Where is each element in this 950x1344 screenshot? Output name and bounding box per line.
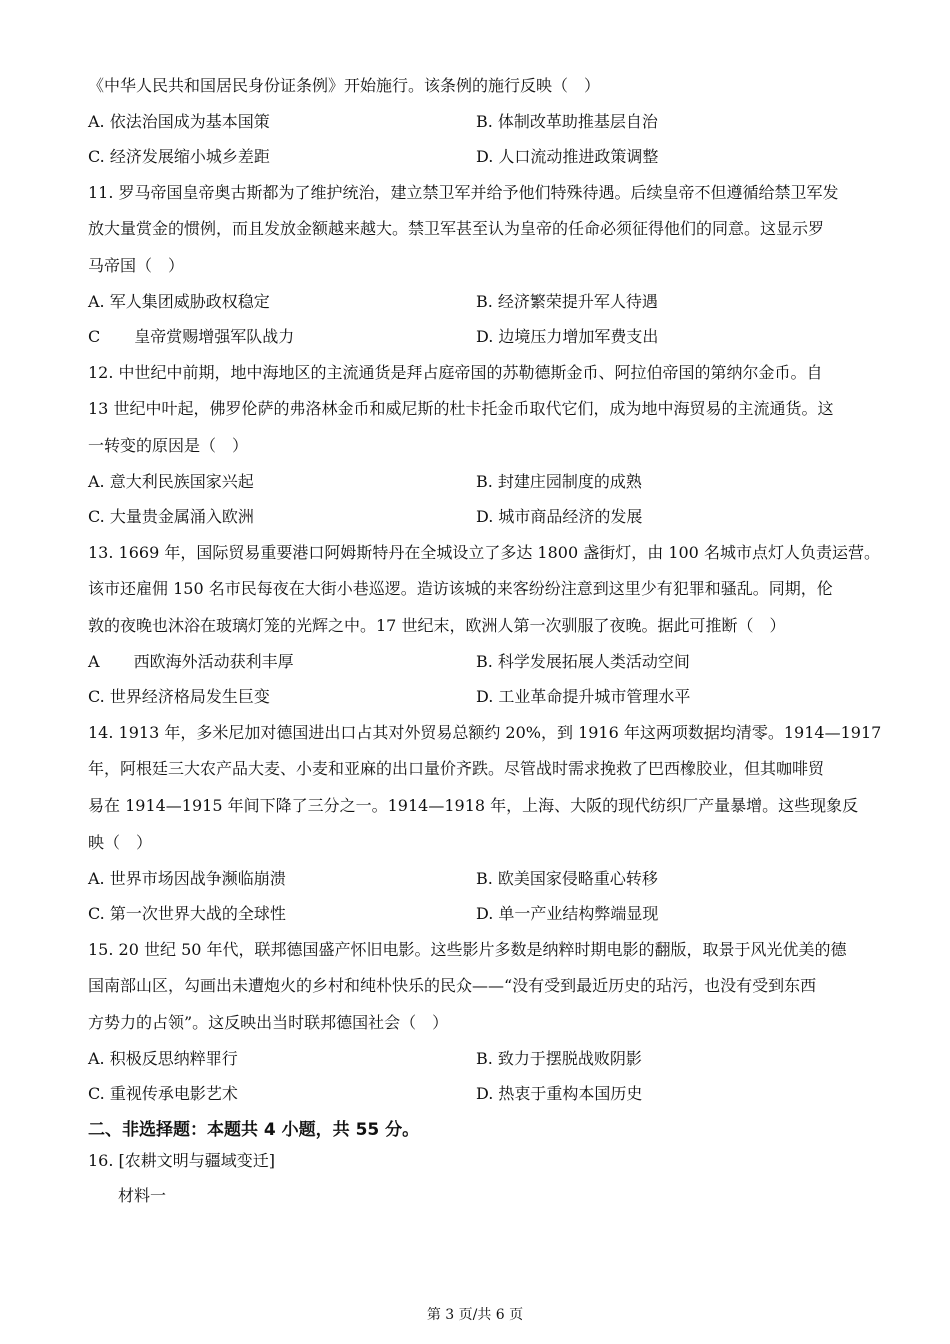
q13-option-a [88,652,294,672]
page-footer: 第 3 页/共 6 页 [426,1307,524,1323]
q14-option-a: A. 世界市场因战争濒临崩溃 [88,869,286,888]
q15-option-a: A. 积极反思纳粹罪行 [88,1049,238,1068]
q10-option-d: D. 人口流动推进政策调整 [476,147,659,166]
q11-stem-line3: 马帝国（ ） [88,256,185,275]
q15-stem-line3: 方势力的占领”。这反映出当时联邦德国社会（ ） [88,1013,449,1032]
q14-stem-line4: 映（ ） [88,833,153,852]
q13-option-c: C. 世界经济格局发生巨变 [88,687,270,706]
q12-option-a: A. 意大利民族国家兴起 [88,472,254,491]
q13-stem-line2: 该市还雇佣 150 名市民每夜在大街小巷巡逻。造访该城的来客纷纷注意到这里少有犯罪和骚乱。同期，伦 [88,579,833,598]
q12-stem-line3: 一转变的原因是（ ） [88,436,249,455]
q12-option-c: C. 大量贵金属涌入欧洲 [88,507,254,526]
q13-option-b: B. 科学发展拓展人类活动空间 [476,652,690,671]
q13-stem-line1: 13. 1669 年，国际贸易重要港口阿姆斯特丹在全城设立了多达 1800 盏街灯，由 100 名城市点灯人负责运营。 [88,543,880,562]
q15-stem-line2: 国南部山区，勾画出未遭炮火的乡村和纯朴快乐的民众——“没有受到最近历史的玷污，也没有受到东西 [88,976,817,995]
q15-option-d: D. 热衷于重构本国历史 [476,1084,643,1103]
q14-option-c: C. 第一次世界大战的全球性 [88,904,286,923]
q10-option-b: B. 体制改革助推基层自治 [476,112,658,131]
q15-option-c: C. 重视传承电影艺术 [88,1084,238,1103]
q13-option-a-text: 西欧海外活动获利丰厚 [133,652,294,671]
q12-stem-line2: 13 世纪中叶起，佛罗伦萨的弗洛林金币和威尼斯的杜卡托金币取代它们，成为地中海贸易的主流通货。这 [88,399,834,418]
q11-option-c [88,327,294,347]
q14-stem-line1: 14. 1913 年，多米尼加对德国进出口占其对外贸易总额约 20%，到 1916 年这两项数据均清零。1914—1917 [88,723,882,742]
q11-option-b: B. 经济繁荣提升军人待遇 [476,292,658,311]
q10-stem-tail: 《中华人民共和国居民身份证条例》开始施行。该条例的施行反映（ ） [88,76,601,95]
q12-option-d: D. 城市商品经济的发展 [476,507,643,526]
section-2-title: 二、非选择题：本题共 4 小题，共 55 分。 [88,1120,420,1140]
q10-option-c: C. 经济发展缩小城乡差距 [88,147,270,166]
q13-stem-line3: 敦的夜晚也沐浴在玻璃灯笼的光辉之中。17 世纪末，欧洲人第一次驯服了夜晚。据此可推断（ ） [88,616,786,635]
q11-option-c-letter: C [88,327,101,346]
q16-heading: 16. [农耕文明与疆域变迁] [88,1151,276,1170]
q10-option-a: A. 依法治国成为基本国策 [88,112,270,131]
q13-option-a-letter: A [88,652,100,671]
q11-option-c-text: 皇帝赏赐增强军队战力 [134,327,295,346]
q12-stem-line1: 12. 中世纪中前期，地中海地区的主流通货是拜占庭帝国的苏勒德斯金币、阿拉伯帝国的第纳尔金币。自 [88,363,823,382]
q14-option-b: B. 欧美国家侵略重心转移 [476,869,658,888]
q14-stem-line2: 年，阿根廷三大农产品大麦、小麦和亚麻的出口量价齐跌。尽管战时需求挽救了巴西橡胶业，但其咖啡贸 [88,759,825,778]
q15-option-b: B. 致力于摆脱战败阴影 [476,1049,642,1068]
q13-option-d: D. 工业革命提升城市管理水平 [476,687,691,706]
q11-option-d: D. 边境压力增加军费支出 [476,327,659,346]
q11-stem-line1: 11. 罗马帝国皇帝奥古斯都为了维护统治，建立禁卫军并给予他们特殊待遇。后续皇帝不但遵循给禁卫军发 [88,183,839,202]
q14-stem-line3: 易在 1914—1915 年间下降了三分之一。1914—1918 年，上海、大阪的现代纺织厂产量暴增。这些现象反 [88,796,859,815]
q15-stem-line1: 15. 20 世纪 50 年代，联邦德国盛产怀旧电影。这些影片多数是纳粹时期电影的翻版，取景于风光优美的德 [88,940,847,959]
q12-option-b: B. 封建庄园制度的成熟 [476,472,642,491]
q11-stem-line2: 放大量赏金的惯例，而且发放金额越来越大。禁卫军甚至认为皇帝的任命必须征得他们的同意。这显示罗 [88,219,825,238]
q14-option-d: D. 单一产业结构弊端显现 [476,904,659,923]
q16-material-label: 材料一 [118,1186,167,1205]
q11-option-a: A. 军人集团威胁政权稳定 [88,292,270,311]
